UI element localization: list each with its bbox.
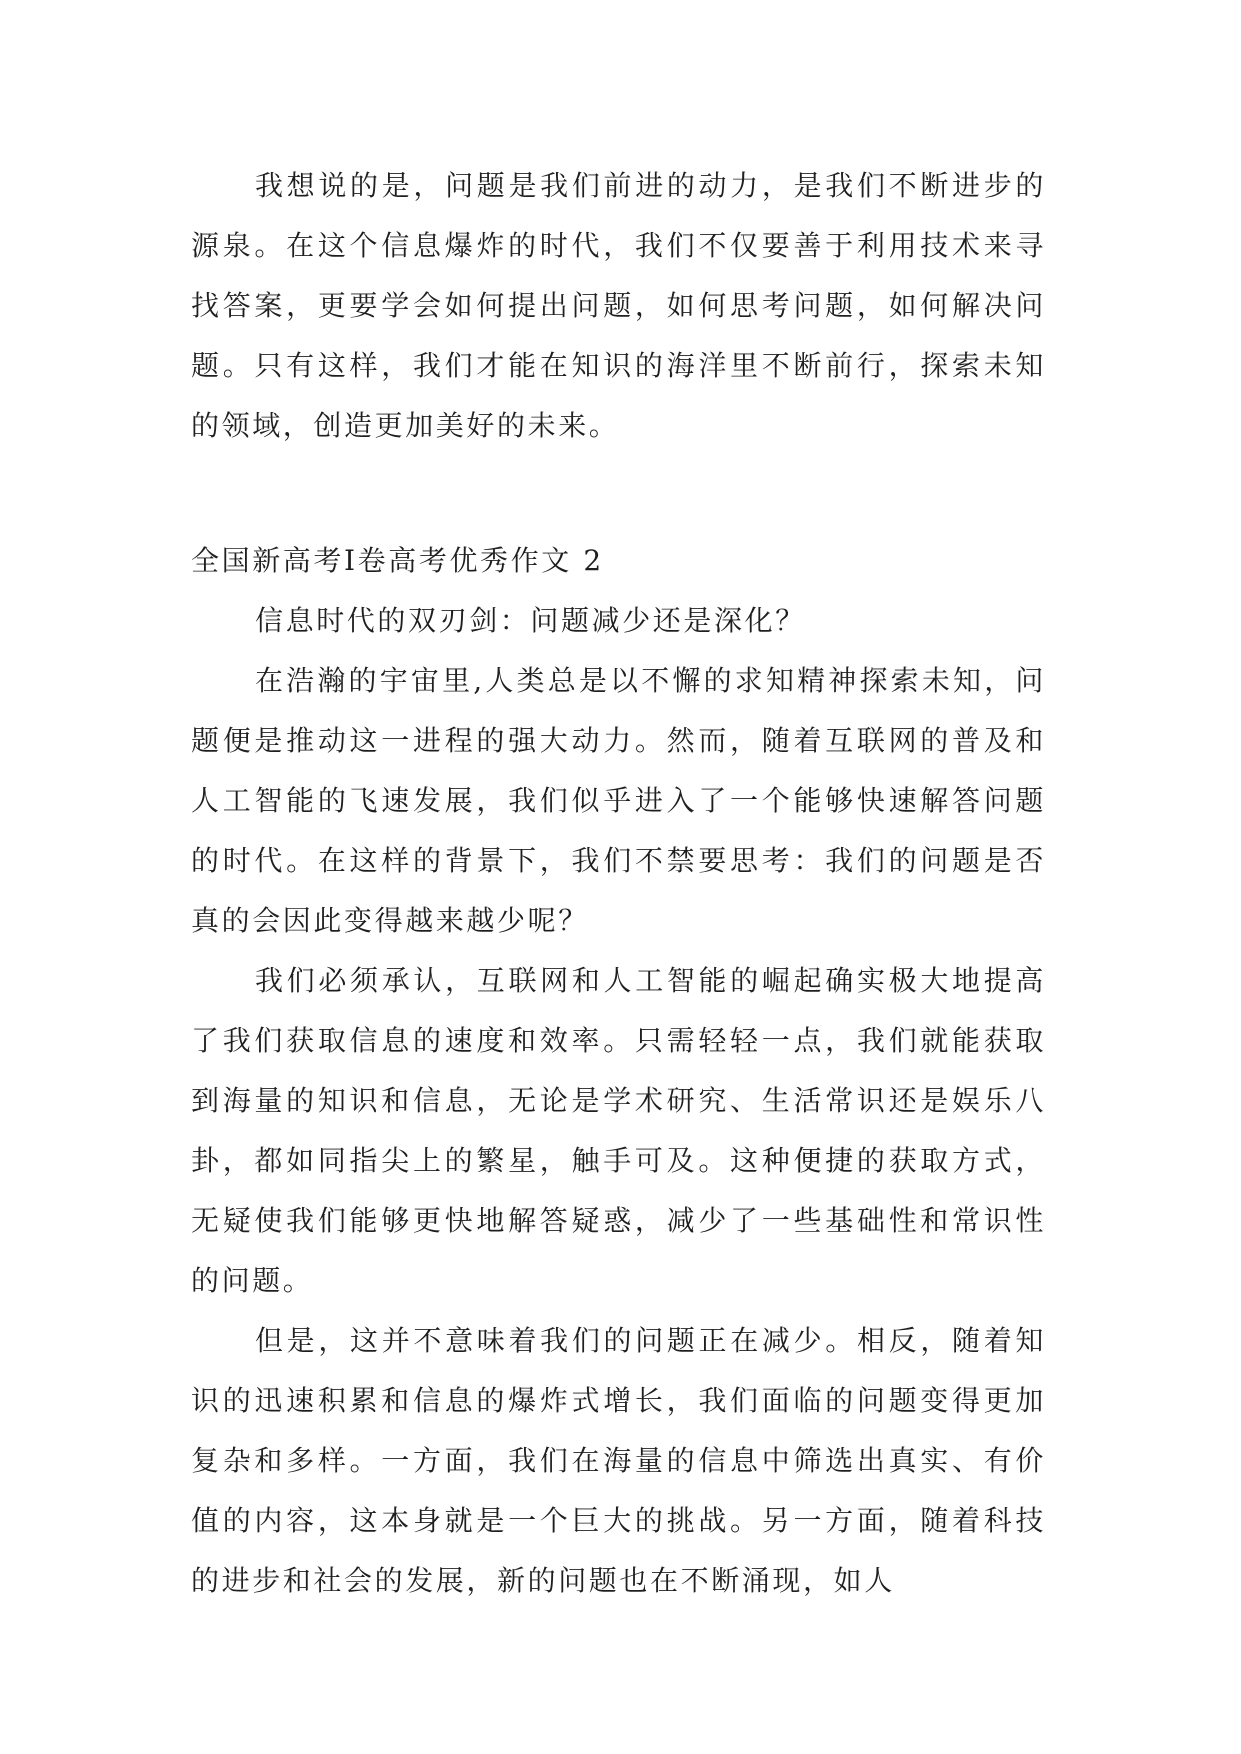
body-paragraph-2: 我们必须承认，互联网和人工智能的崛起确实极大地提高了我们获取信息的速度和效率。只需轻轻一点，我们就能获取到海量的知识和信息，无论是学术研究、生活常识还是娱乐八卦，都如同指尖上的繁星，触手可及。这种便捷的获取方式，无疑使我们能够更快地解答疑惑，减少了一些基础性和常识性的问题。: [191, 964, 1046, 1297]
section-gap: [191, 456, 1046, 531]
body-paragraph-3: 但是，这并不意味着我们的问题正在减少。相反，随着知识的迅速积累和信息的爆炸式增长，我们面临的问题变得更加复杂和多样。一方面，我们在海量的信息中筛选出真实、有价值的内容，这本身就是一个巨大的挑战。另一方面，随着科技的进步和社会的发展，新的问题也在不断涌现，如人: [191, 1324, 1046, 1597]
page-content: [191, 156, 1046, 1611]
essay-title: 信息时代的双刃剑：问题减少还是深化？: [255, 604, 806, 637]
section-heading: 全国新高考Ⅰ卷高考优秀作文 2: [191, 544, 604, 577]
body-paragraph-1: 在浩瀚的宇宙里,人类总是以不懈的求知精神探索未知，问题便是推动这一进程的强大动力。然而，随着互联网的普及和人工智能的飞速发展，我们似乎进入了一个能够快速解答问题的时代。在这样的背景下，我们不禁要思考：我们的问题是否真的会因此变得越来越少呢？: [191, 664, 1046, 937]
intro-paragraph: 我想说的是，问题是我们前进的动力，是我们不断进步的源泉。在这个信息爆炸的时代，我们不仅要善于利用技术来寻找答案，更要学会如何提出问题，如何思考问题，如何解决问题。只有这样，我们才能在知识的海洋里不断前行，探索未知的领域，创造更加美好的未来。: [191, 169, 1046, 442]
